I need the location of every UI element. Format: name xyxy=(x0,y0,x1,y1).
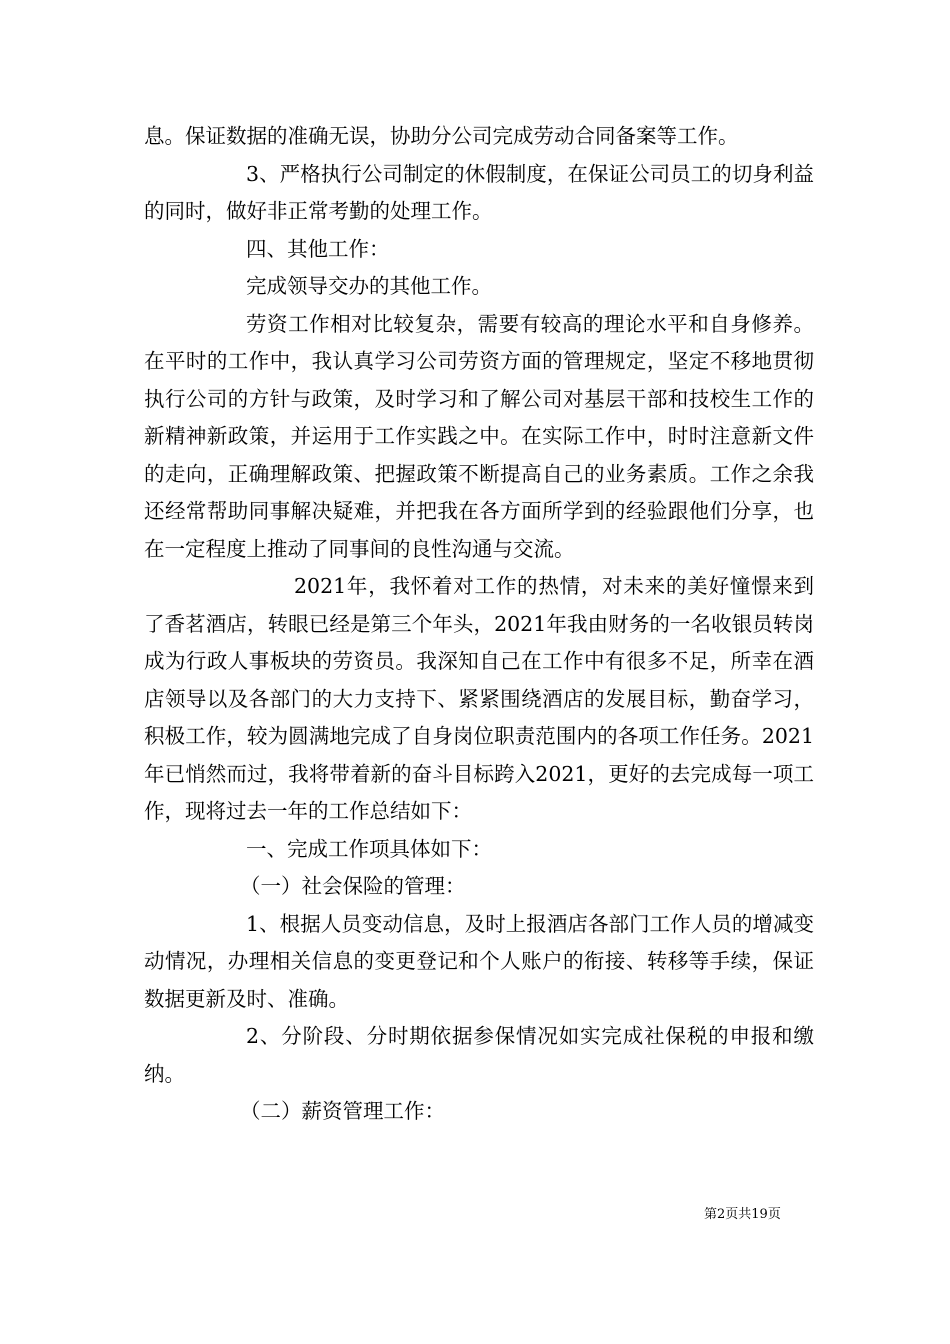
paragraph: 劳资工作相对比较复杂，需要有较高的理论水平和自身修养。在平时的工作中，我认真学习公司劳资方面的管理规定，坚定不移地贯彻执行公司的方针与政策，及时学习和了解公司对基层干部和技校生工作的新精神新政策，并运用于工作实践之中。在实际工作中，时时注意新文件的走向，正确理解政策、把握政策不断提高自己的业务素质。工作之余我还经常帮助同事解决疑难，并把我在各方面所学到的经验跟他们分享，也在一定程度上推动了同事间的良性沟通与交流。 xyxy=(144,311,814,561)
subsection-heading: （二）薪资管理工作： xyxy=(240,1099,445,1123)
paragraph: 1、根据人员变动信息，及时上报酒店各部门工作人员的增减变动情况，办理相关信息的变更登记和个人账户的衔接、转移等手续，保证数据更新及时、准确。 xyxy=(144,911,814,1011)
paragraph: 息。保证数据的准确无误，协助分公司完成劳动合同备案等工作。 xyxy=(144,124,739,148)
section-heading: 一、完成工作项具体如下： xyxy=(246,836,492,861)
paragraph: 2、分阶段、分时期依据参保情况如实完成社保税的申报和缴纳。 xyxy=(144,1024,814,1086)
document-body xyxy=(144,118,814,1131)
page-number-footer: 第2页共19页 xyxy=(704,1207,781,1222)
paragraph: 2021年，我怀着对工作的热情，对未来的美好憧憬来到了香茗酒店，转眼已经是第三个年头，2021年我由财务的一名收银员转岗成为行政人事板块的劳资员。我深知自己在工作中有很多不足，所幸在酒店领导以及各部门的大力支持下、紧紧围绕酒店的发展目标，勤奋学习，积极工作，较为圆满地完成了自身岗位职责范围内的各项工作任务。2021年已悄然而过，我将带着新的奋斗目标跨入2021，更好的去完成每一项工作，现将过去一年的工作总结如下： xyxy=(144,574,814,823)
paragraph: 3、严格执行公司制定的休假制度，在保证公司员工的切身利益的同时，做好非正常考勤的处理工作。 xyxy=(144,161,814,223)
subsection-heading: （一）社会保险的管理： xyxy=(240,874,466,898)
paragraph: 完成领导交办的其他工作。 xyxy=(246,274,492,298)
section-heading: 四、其他工作： xyxy=(246,236,390,261)
